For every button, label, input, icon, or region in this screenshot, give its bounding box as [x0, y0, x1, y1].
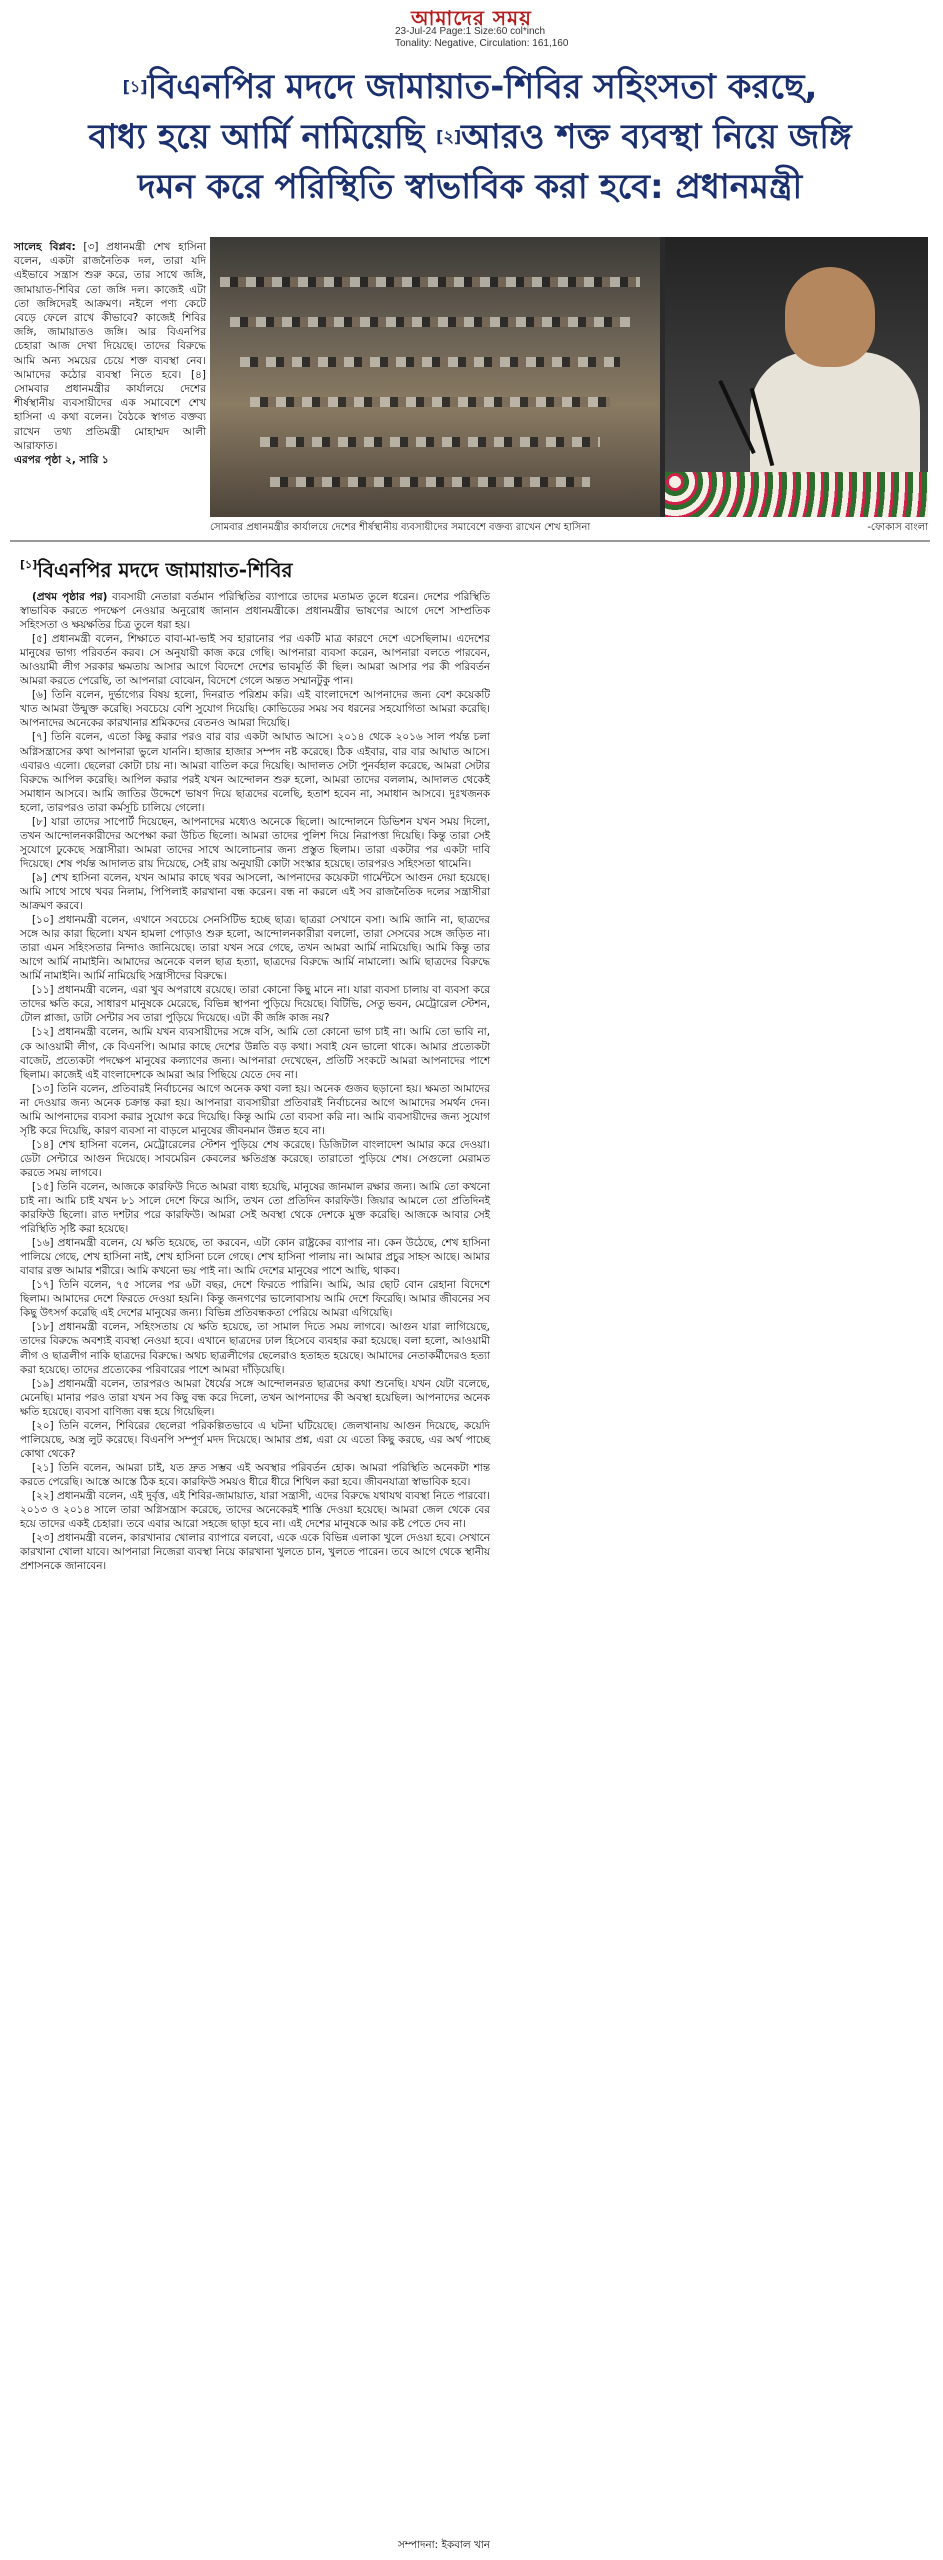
paragraph: [৯] শেখ হাসিনা বলেন, যখন আমার কাছে খবর আসলো, আপনাদের কয়েকটা গার্মেন্টসে আগুন দেয়া হয়েছে। আমি সাথে সাথে খবর নিলাম, পিপিলাই কারখানা বন্ধ করেন। বন্ধ না করলে এই সব রাজনৈতিক দলের সন্ত্রাসীরা আক্রমণ করবে। [20, 871, 490, 913]
news-photo [210, 237, 928, 517]
headline-line-3: দমন করে পরিস্থিতি স্বাভাবিক করা হবে: প্রধানমন্ত্রী [137, 167, 803, 207]
paragraph: [২৩] প্রধানমন্ত্রী বলেন, কারখানার খোলার ব্যাপারে বলবো, একে একে বিভিন্ন এলাকা খুলে দেওয়া হবে। সেখানে কারখানা খোলা যাবে। আপনারা নিজেরা ব্যবস্থা নিয়ে কারখানা খুলতে চান, খুলতে পারেন। তবে আগে থেকে স্থানীয় প্রশাসনকে জানাবেন। [20, 1532, 490, 1573]
paragraph: [১১] প্রধানমন্ত্রী বলেন, এরা খুব অপরাধে রয়েছে। তারা কোনো কিছু মানে না। যারা ব্যবসা চালায় বা ব্যবসা করে তাদের ক্ষতি করে, সাধারণ মানুষকে মেরেছে, বিভিন্ন স্থাপনা পুড়িয়ে দিয়েছে। বিটিভি, সেতু ভবন, মেট্রোরেল স্টেশন, টোল প্লাজা, ডাটা সেন্টার সব তারা পুড়িয়ে দিয়েছে। এটা কী জঙ্গি কাজ নয়? [20, 984, 490, 1025]
lead-column [14, 240, 206, 467]
continuation-mark: [১] [20, 558, 38, 571]
clipping-meta [395, 26, 568, 50]
paragraph: [৬] তিনি বলেন, দুর্ভাগ্যের বিষয় হলো, দিনরাত পরিশ্রম করি। এই বাংলাদেশে আপনাদের জন্য বেশ কয়েকটি খাত আমরা উন্মুক্ত করেছি। সবচেয়ে বেশি সুযোগ দিয়েছি। কোভিডের সময় সব ধরনের সহযোগিতা আমরা করেছি। আপনাদের অনেকের কারখানার শ্রমিকদের বেতনও আমরা দিয়েছি। [20, 689, 490, 730]
lead-dateline: সালেহ বিপ্লব: [14, 241, 76, 253]
paragraph: [১৪] শেখ হাসিনা বলেন, মেট্রোরেলের স্টেশন পুড়িয়ে শেষ করেছে। ডিজিটাল বাংলাদেশ আমার করে দেওয়া। ডেটা সেন্টারে আগুন দিয়েছে। সাবমেরিন কেবলের ক্ষতিগ্রস্ত করেছে। তারাতো পুড়িয়ে শেষ। সেগুলো মেরামত করতে সময় লাগবে। [20, 1138, 490, 1179]
headline-part-2: বাধ্য হয়ে আর্মি নামিয়েছি [88, 117, 425, 157]
masthead [0, 0, 943, 62]
continuation-headline [20, 556, 293, 589]
photo-caption-row [210, 520, 928, 537]
headline-mark-1: [১] [122, 77, 148, 96]
paragraph: [৮] যারা তাদের সাপোর্ট দিয়েছেন, আপনাদের মধ্যেও অনেকে ছিলো। আন্দোলনে ডিভিশন যখন সময় দিলো, তখন আন্দোলনকারীদের অপেক্ষা করা উচিত ছিলো। আমরা তাদের পুলিশ দিয়ে নিরাপত্তা দিয়েছি। কিন্তু তারা সেই সুযোগে ঢুকেছে সন্ত্রাসীরা। আমরা তাদের সাথে আলোচনার জন্য প্রস্তুত ছিলাম। তারা একটার পর একটা দাবি দিয়েছে। শেষ পর্যন্ত আদালত রায় দিয়েছে, সেই রায় অনুযায়ী কোটা সংস্কার হয়েছে। তারপরও সহিংসতা থামেনি। [20, 815, 490, 870]
paragraph: [৫] প্রধানমন্ত্রী বলেন, শিক্ষাতে বাবা-মা-ভাই সব হারানোর পর একটি মাত্র কারণে দেশে এসেছিলাম। এদেশের মানুষের ভাগ্য পরিবর্তন করব। সে অনুযায়ী কাজ করে গেছি। আপনারা ব্যবসা করেন, আপনারা বলতে পারবেন, আওয়ামী লীগ সরকার ক্ষমতায় আসার আগে বিদেশে দেশের ভাবমূর্তি কী ছিল। আমরা আসার পর কী পরিবর্তন আমরা করতে পেরেছি, তা আপনারা বোঝেন, বিদেশে গেলে অন্তত সম্মানটুকু পান। [20, 633, 490, 688]
paragraph: [২১] তিনি বলেন, আমরা চাই, যত দ্রুত সম্ভব এই অবস্থার পরিবর্তন হোক। আমরা পরিস্থিতি অনেকটা শান্ত করতে পেরেছি। আস্তে আস্তে ঠিক হবে। কারফিউ সময়ও ধীরে ধীরে শিথিল করা হবে। জীবনযাত্রা স্বাভাবিক হবে। [20, 1461, 490, 1488]
newspaper-logo: আমাদের সময় [411, 6, 532, 30]
lead-continued: এরপর পৃষ্ঠা ২, সারি ১ [14, 454, 109, 467]
from-page-label: (প্রথম পৃষ্ঠার পর) [32, 591, 108, 603]
continuation-body [20, 590, 490, 1573]
speaker-image [665, 237, 928, 517]
paragraph: (প্রথম পৃষ্ঠার পর) ব্যবসায়ী নেতারা বর্তমান পরিস্থিতির ব্যাপারে তাদের মতামত তুলে ধরেন। দেশের পরিস্থিতি স্বাভাবিক করতে পদক্ষেপ নেওয়ার অনুরোধ জানান প্রধানমন্ত্রীকে। প্রধানমন্ত্রীর ভাষণের আগে দেশে সাম্প্রতিক সহিংসতা ও ক্ষয়ক্ষতির চিত্র তুলে ধরা হয়। [20, 591, 490, 632]
photo-credit: -ফোকাস বাংলা [867, 522, 928, 533]
editor-credit: সম্পাদনা: ইকবাল খান [398, 2539, 490, 2551]
paragraph: [১২] প্রধানমন্ত্রী বলেন, আমি যখন ব্যবসায়ীদের সঙ্গে বসি, আমি তো কোনো ভাগ চাই না। আমি তো ভাবি না, কে আওয়ামী লীগ, কে বিএনপি। আমার কাছে দেশের উন্নতি বড় কথা। সবাই যেন ভালো থাকে। আমার প্রত্যেকটা বাজেট, প্রত্যেকটা পদক্ষেপ মানুষের কল্যাণের জন্য। আপনারা দেখেছেন, প্রতিটি সংকটে আমরা আপনাদের পাশে ছিলাম। কাজেই এই বাংলাদেশকে আমরা আর পিছিয়ে যেতে দেব না। [20, 1026, 490, 1081]
paragraph: [১৬] প্রধানমন্ত্রী বলেন, যে ক্ষতি হয়েছে, তা করবেন, এটা কোন রাষ্ট্রকের ব্যাপার না। কেন উঠেছে, শেখ হাসিনা পালিয়ে গেছে, শেখ হাসিনা নাই, শেখ হাসিনা চলে গেছে। শেখ হাসিনা পালায় না। আমার প্রচুর সাহস আছে। আমার বাবার রক্ত আমার শরীরে। আমি কখনো ভয় পাই না। আমি দেশের মানুষের পাশে আছি, থাকব। [20, 1237, 490, 1278]
main-headline [30, 62, 910, 212]
paragraph: [১৭] তিনি বলেন, ৭৫ সালের পর ৬টা বছর, দেশে ফিরতে পারিনি। আমি, আর ছোট বোন রেহানা বিদেশে ছিলাম। আমাদের দেশে ফিরতে দেওয়া হয়নি। কিন্তু জনগণের ভালোবাসায় আমি দেশে ফিরেছি। আমার জীবনের সব কিছু উৎসর্গ করেছি এই দেশের মানুষের জন্য। বিভিন্ন প্রতিবন্ধকতা পেরিয়ে আমরা এগিয়েছি। [20, 1279, 490, 1320]
headline-mark-2: [২] [436, 127, 462, 146]
paragraph: [২০] তিনি বলেন, শিবিরের ছেলেরা পরিকল্পিতভাবে এ ঘটনা ঘটিয়েছে। জেলখানায় আগুন দিয়েছে, কয়েদি পালিয়েছে, অস্ত্র লুট করেছে। বিএনপি সম্পূর্ণ মদদ দিয়েছে। আমার প্রশ্ন, এরা যে এতো কিছু করছে, এর অর্থ পাচ্ছে কোথা থেকে? [20, 1419, 490, 1460]
photo-caption: সোমবার প্রধানমন্ত্রীর কার্যালয়ে দেশের শীর্ষস্থানীয় ব্যবসায়ীদের সমাবেশে বক্তব্য রাখেন শেখ হাসিনা [210, 522, 591, 533]
lead-text: [৩] প্রধানমন্ত্রী শেখ হাসিনা বলেন, একটা রাজনৈতিক দল, তারা যদি এইভাবে সন্ত্রাস শুরু করে, তার সাথে জঙ্গি, জামায়াত-শিবির তো জঙ্গি দল। কাজেই এটা তো জঙ্গিদেরই আক্রমণ। নইলে পণ্য কেটে বেড়ে ফেলে রাখে কীভাবে? কাজেই শিবির জঙ্গি, জামায়াতও জঙ্গি। আর বিএনপির চেহারা আজ দেখা দিয়েছে। তাদের বিরুদ্ধে আমি অন্য সময়ের চেয়ে শক্ত ব্যবস্থা নেব। আমাদের কঠোর ব্যবস্থা নিতে হবে। [৪] সোমবার প্রধানমন্ত্রীর কার্যালয়ে দেশের শীর্ষস্থানীয় ব্যবসায়ীদের এক সমাবেশে শেখ হাসিনা এ কথা বলেন। বৈঠকে স্বাগত বক্তব্য রাখেন তথ্য প্রতিমন্ত্রী মোহাম্মদ আলী আরাফাত। [14, 241, 207, 452]
headline-part-3: আরও শক্ত ব্যবস্থা নিয়ে জঙ্গি [461, 117, 852, 157]
paragraph: [১৫] তিনি বলেন, আজকে কারফিউ দিতে আমরা বাধ্য হয়েছি, মানুষের জানমাল রক্ষার জন্য। আমি তো কখনো চাই না। আমি চাই যখন ৮১ সালে দেশে ফিরে আসি, তখন তো প্রতিদিন কারফিউ। জিয়ার আমলে তো প্রতিদিনই কারফিউ ছিলো। রাত দশটার পরে কারফিউ। আমরা সেই অবস্থা থেকে দেশকে মুক্ত করেছি। আজকে আবার সেই পরিস্থিতি সৃষ্টি করা হয়েছে। [20, 1180, 490, 1236]
paragraph: [১৮] প্রধানমন্ত্রী বলেন, সহিংসতায় যে ক্ষতি হয়েছে, তা সামাল দিতে সময় লাগবে। আগুন যারা লাগিয়েছে, তাদের বিরুদ্ধে অবশ্যই ব্যবস্থা নেওয়া হবে। এখানে ছাত্রদের ঢাল হিসেবে ব্যবহার করা হয়েছে। বলা হলো, আওয়ামী লীগ ও ছাত্রলীগ নাকি ছাত্রদের বিরুদ্ধে। অথচ ছাত্রলীগের ছেলেরাও হতাহত হয়েছে। আমাদের নেতাকর্মীদেরও হত্যা করা হয়েছে। তাদের প্রত্যেকের পরিবারের পাশে আমরা দাঁড়িয়েছি। [20, 1321, 490, 1376]
headline-line-1 [30, 62, 910, 112]
headline-line-2 [30, 112, 910, 162]
headline-part-1: বিএনপির মদদে জামায়াত-শিবির সহিংসতা করছে, [147, 67, 818, 107]
section-divider [10, 540, 930, 542]
paragraph: [২২] প্রধানমন্ত্রী বলেন, এই দুর্বৃত্ত, এই শিবির-জামায়াত, যারা সন্ত্রাসী, এদের বিরুদ্ধে যথাযথ ব্যবস্থা নিতে পারবো। ২০১৩ ও ২০১৪ সালে তারা অগ্নিসন্ত্রাস করেছে, তাদের অনেকেরই শাস্তি দেওয়া হয়েছে। আমরা জেল থেকে বের হয়ে তাদের একই চেহারা। তবে এবার আরো সহজে ছাড়া হবে না। এই দেশের মানুষকে আর কষ্ট পেতে দেব না। [20, 1490, 490, 1531]
continuation-title: বিএনপির মদদে জামায়াত-শিবির [37, 558, 293, 582]
meta-line-2: Tonality: Negative, Circulation: 161,160 [395, 38, 569, 49]
paragraph: [১০] প্রধানমন্ত্রী বলেন, এখানে সবচেয়ে সেনসিটিভ হচ্ছে ছাত্র। ছাত্ররা সেখানে বসা। আমি জানি না, ছাত্রদের সঙ্গে আর কারা ছিলো। যখন হামলা পোড়াও শুরু হলো, আন্দোলনকারীরা বললো, তারা সেসবের সঙ্গে জড়িত না। তারা এমন সহিংসতার নিন্দাও জানিয়েছে। তারা যখন সরে গেছে, তখন আমরা আর্মি নামিয়েছি। আমি কিন্তু তার আগে আর্মি নামাইনি। আমাদের অনেকে বলল ছাত্র হত্যা, ছাত্রদের বিরুদ্ধে আর্মি নামালো। আমি ছাত্রদের বিরুদ্ধে আর্মি নামাইনি। আর্মি নামিয়েছি সন্ত্রাসীদের বিরুদ্ধে। [20, 914, 490, 983]
meta-line-1: 23-Jul-24 Page:1 Size:60 col*inch [395, 26, 546, 37]
meeting-hall-image [210, 237, 660, 517]
paragraph: [১৯] প্রধানমন্ত্রী বলেন, তারপরও আমরা ধৈর্যের সঙ্গে আন্দোলনরত ছাত্রদের কথা শুনেছি। যখন যেটা বলেছে, মেনেছি। মানার পরও তারা যখন সব কিছু বন্ধ করে দিলো, তখন আপনাদের কী অবস্থা হয়েছিল। আপনাদের অনেক ক্ষতি হয়েছে। ব্যবসা বাণিজ্য বন্ধ হয়ে গিয়েছিল। [20, 1377, 490, 1418]
paragraph: [৭] তিনি বলেন, এতো কিছু করার পরও বার বার একটা আঘাত আসে। ২০১৪ থেকে ২০১৬ সাল পর্যন্ত চলা অগ্নিসন্ত্রাসের কথা আপনারা ভুলে যাননি। হাজার হাজার সম্পদ নষ্ট করেছে। ঠিক এইবার, বার বার আঘাত আসে। এবারও এলো। ছেলেরা কোটা চায় না। আমরা বাতিল করে দিয়েছি। আদালত সেটা পুনর্বহাল করেছে, আমরা সেটার বিরুদ্ধে আপিল করেছি। আপিল করার পরই যখন আন্দোলন শুরু হলো, আমরা তাদের বললাম, আদালত থেকেই সমাধান আসবে। আমি জাতির উদ্দেশে ভাষণ দিয়ে ছাত্রদের বলেছি, হতাশ হবেন না, সমাধান আসবে। দুঃখজনক হলো, তারপরও তারা কর্মসূচি চালিয়ে গেলো। [20, 731, 490, 814]
paragraph: [১৩] তিনি বলেন, প্রতিবারই নির্বাচনের আগে অনেক কথা বলা হয়। অনেক গুজব ছড়ানো হয়। ক্ষমতা আমাদের না দেওয়ার জন্য অনেক চক্রান্ত করা হয়। আপনারা ব্যবসায়ীরা প্রতিবারই নির্বাচনের আগে আমাদের সমর্থন দেন। আমি আপনাদের ব্যবসা করার সুযোগ করে দিয়েছি। কিন্তু আমি তো ব্যবসা করি না। আমি ব্যবসায়ীদের জন্য সুযোগ সৃষ্টি করে দিয়েছি, কারণ ব্যবসা না বাড়লে মানুষের জীবনমান উন্নত হবে না। [20, 1082, 490, 1137]
